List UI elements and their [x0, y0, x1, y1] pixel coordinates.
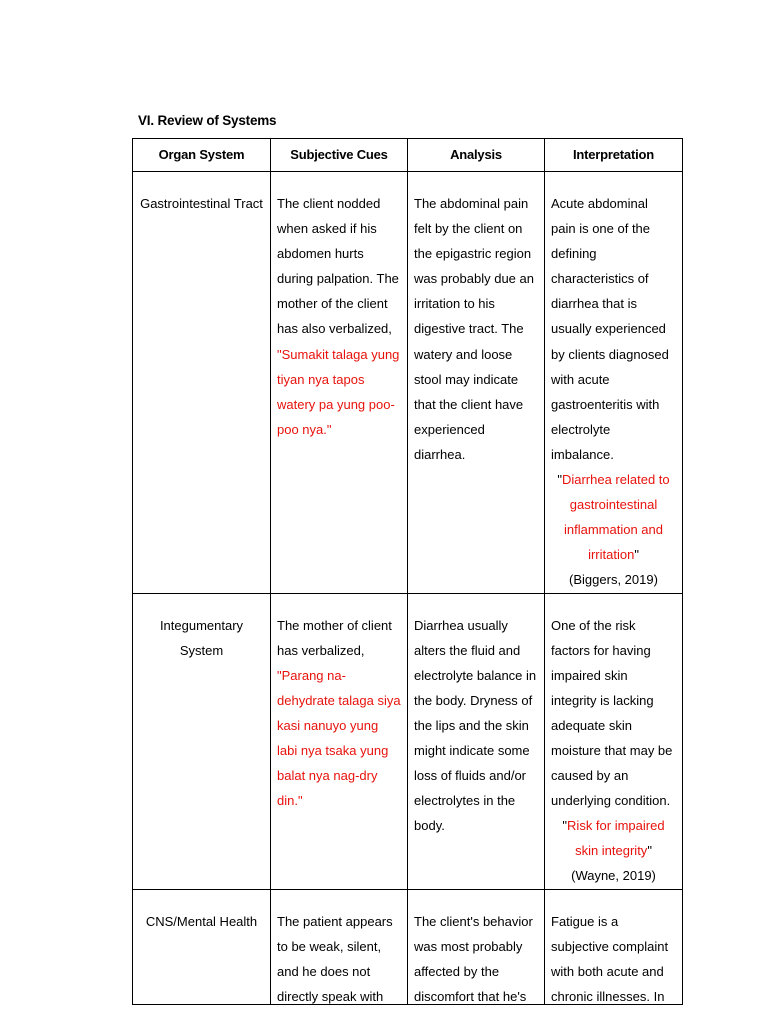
subjective-text: The mother of client has verbalized,	[277, 617, 392, 658]
review-of-systems-table	[132, 138, 683, 1005]
analysis-text: The abdominal pain felt by the client on the epigastric region was probably due an irritation to his digestive tract. The watery and loose stool may indicate that the client have experienced diarrhea.	[414, 196, 534, 462]
header-analysis: Analysis	[408, 139, 545, 172]
cell-content	[551, 909, 676, 1004]
citation: (Biggers, 2019)	[569, 572, 658, 588]
header-subjective-cues: Subjective Cues	[271, 139, 408, 172]
organ-name: Integumentary System	[159, 617, 244, 658]
header-organ-system: Organ System	[133, 139, 271, 172]
subjective-quote: "Sumakit talaga yung tiyan nya tapos watery pa yung poo-poo nya."	[277, 346, 400, 437]
analysis-cell	[408, 172, 545, 594]
interpretation-cell	[545, 593, 683, 889]
citation: (Wayne, 2019)	[571, 868, 656, 884]
organ-cell	[133, 593, 271, 889]
cell-content	[277, 909, 401, 1004]
subjective-quote: "Parang na-dehydrate talaga siya kasi nanuyo yung labi nya tsaka yung balat nya nag-dry din."	[277, 667, 401, 809]
table-row	[133, 889, 683, 1004]
analysis-cell	[408, 593, 545, 889]
diagnosis-close-quote: "	[647, 843, 652, 859]
interpretation-text: Acute abdominal pain is one of the defining characteristics of diarrhea that is usually experienced by clients diagnosed with acute gastroenteritis with electrolyte imbalance.	[551, 196, 669, 462]
diagnosis-open-quote: "	[557, 472, 562, 488]
header-interpretation: Interpretation	[545, 139, 683, 172]
subjective-text: The patient appears to be weak, silent, and he does not directly speak with	[277, 913, 393, 1004]
analysis-text: The client's behavior was most probably affected by the discomfort that he's	[414, 913, 533, 1004]
organ-name: Gastrointestinal Tract	[140, 196, 263, 211]
organ-cell	[133, 172, 271, 594]
organ-cell	[133, 889, 271, 1004]
subjective-cell	[271, 172, 408, 594]
cell-content	[414, 909, 538, 1004]
section-title: VI. Review of Systems	[138, 113, 277, 128]
interpretation-cell	[545, 172, 683, 594]
cell-content	[137, 909, 266, 1004]
nursing-diagnosis: Risk for impaired skin integrity	[567, 818, 665, 859]
analysis-text: Diarrhea usually alters the fluid and electrolyte balance in the body. Dryness of the lips and the skin might indicate some loss of fluids and/or electrolytes in the body.	[414, 617, 537, 834]
interpretation-text: One of the risk factors for having impaired skin integrity is lacking adequate skin moisture that may be caused by an underlying condition.	[551, 617, 673, 809]
subjective-text: The client nodded when asked if his abdomen hurts during palpation. The mother of the client has also verbalized,	[277, 196, 399, 337]
diagnosis-line	[551, 467, 676, 567]
organ-name: CNS/Mental Health	[145, 913, 258, 929]
diagnosis-open-quote: "	[562, 818, 568, 834]
nursing-diagnosis: Diarrhea related to gastrointestinal inflammation and irritation	[561, 472, 670, 563]
table-row	[133, 172, 683, 594]
interpretation-text: Fatigue is a subjective complaint with both acute and chronic illnesses. In	[551, 913, 669, 1004]
interpretation-cell	[545, 889, 683, 1004]
subjective-cell	[271, 593, 408, 889]
diagnosis-close-quote: "	[634, 547, 639, 563]
analysis-cell	[408, 889, 545, 1004]
table-header-row	[133, 139, 683, 172]
diagnosis-line	[551, 813, 676, 863]
subjective-cell	[271, 889, 408, 1004]
table-row	[133, 593, 683, 889]
